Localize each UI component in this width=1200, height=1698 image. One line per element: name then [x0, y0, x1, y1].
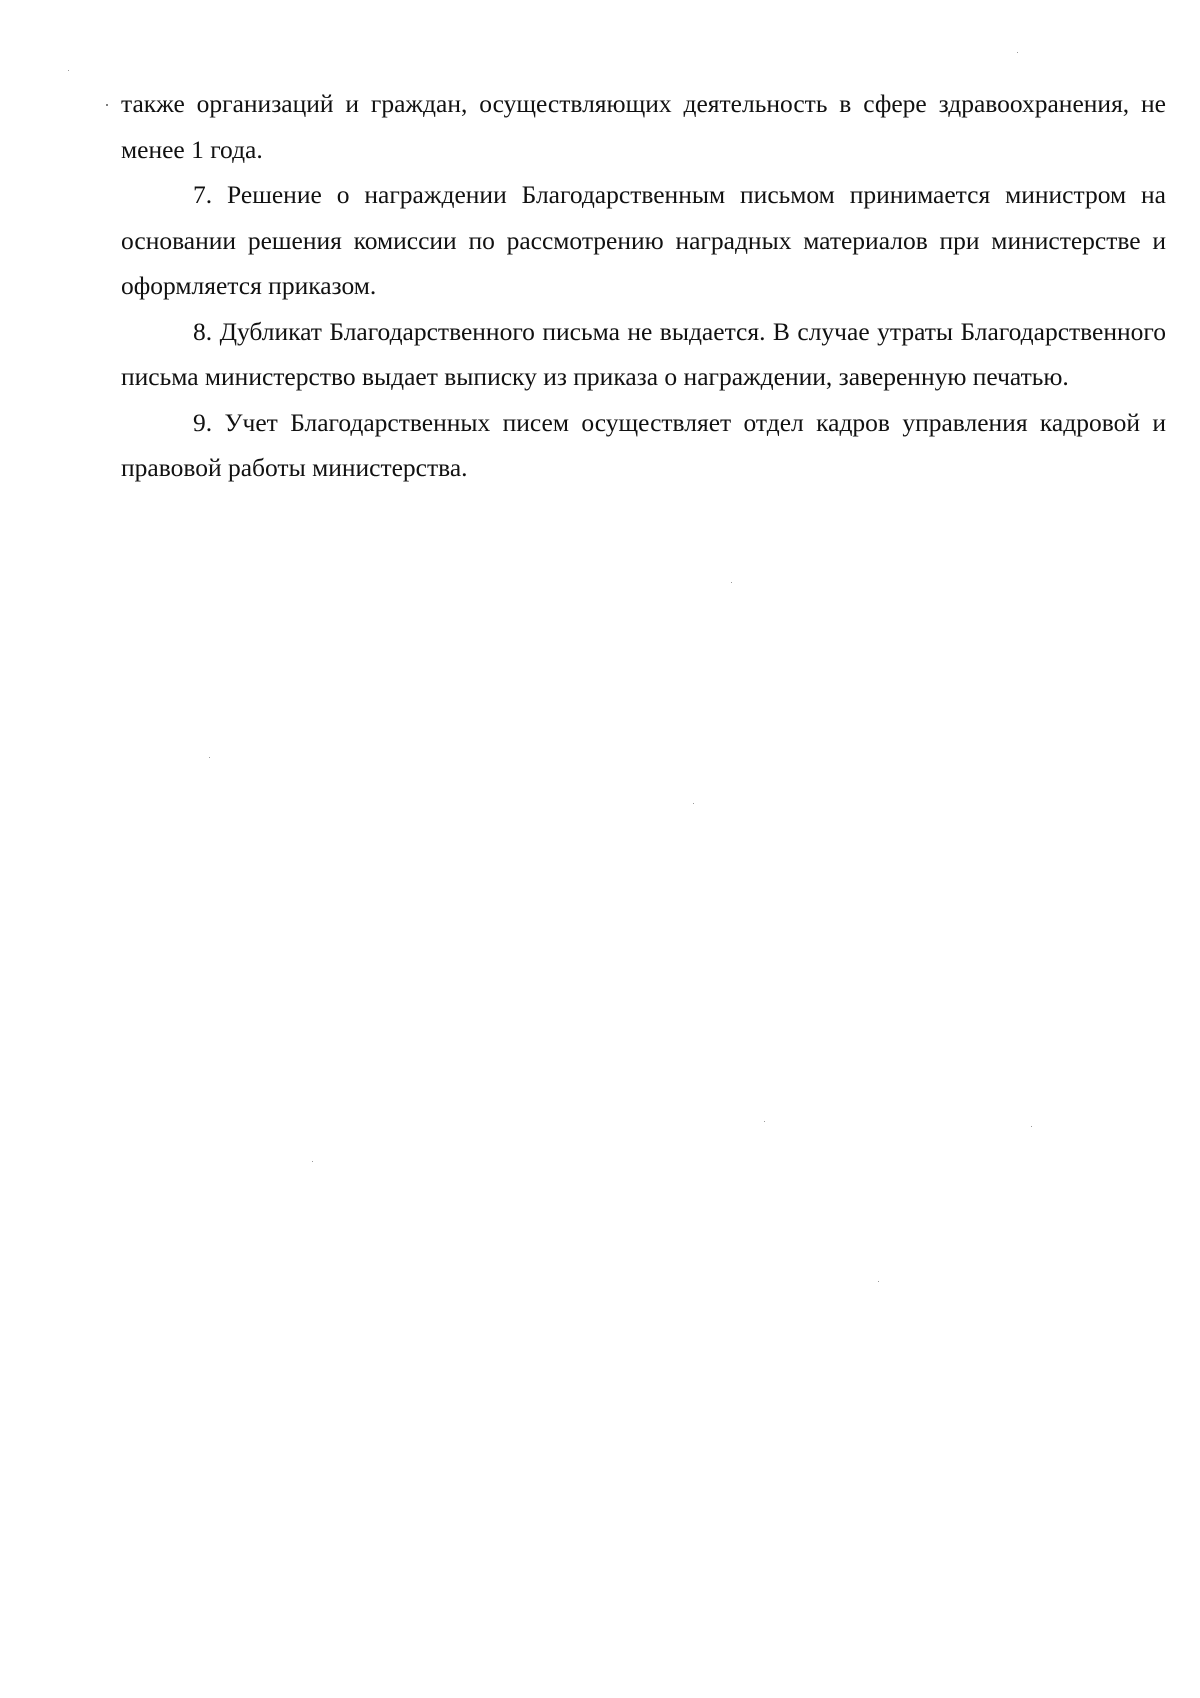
- scan-speck: [731, 582, 732, 583]
- scan-mark: [106, 104, 108, 106]
- paragraph-item-8: 8. Дубликат Благодарственного письма не выдается. В случае утраты Благодарственного письма министерство выдает выписку из приказа о награждении, заверенную печатью.: [121, 316, 1166, 391]
- document-body: [121, 81, 1166, 491]
- scan-speck: [209, 757, 210, 758]
- scan-speck: [312, 1161, 313, 1162]
- scan-speck: [764, 1121, 765, 1122]
- paragraph-continuation: также организаций и граждан, осуществляющих деятельность в сфере здравоохранения, не менее 1 года.: [121, 89, 1166, 164]
- scan-speck: [68, 70, 69, 71]
- paragraph-item-9: 9. Учет Благодарственных писем осуществляет отдел кадров управления кадровой и правовой работы министерства.: [121, 407, 1166, 482]
- scan-speck: [693, 803, 694, 804]
- scan-speck: [878, 1281, 879, 1282]
- scan-speck: [1031, 1126, 1032, 1127]
- paragraph-item-7: 7. Решение о награждении Благодарственным письмом принимается министром на основании решения комиссии по рассмотрению наградных материалов при министерстве и оформляется приказом.: [121, 180, 1166, 300]
- scan-speck: [1017, 52, 1018, 53]
